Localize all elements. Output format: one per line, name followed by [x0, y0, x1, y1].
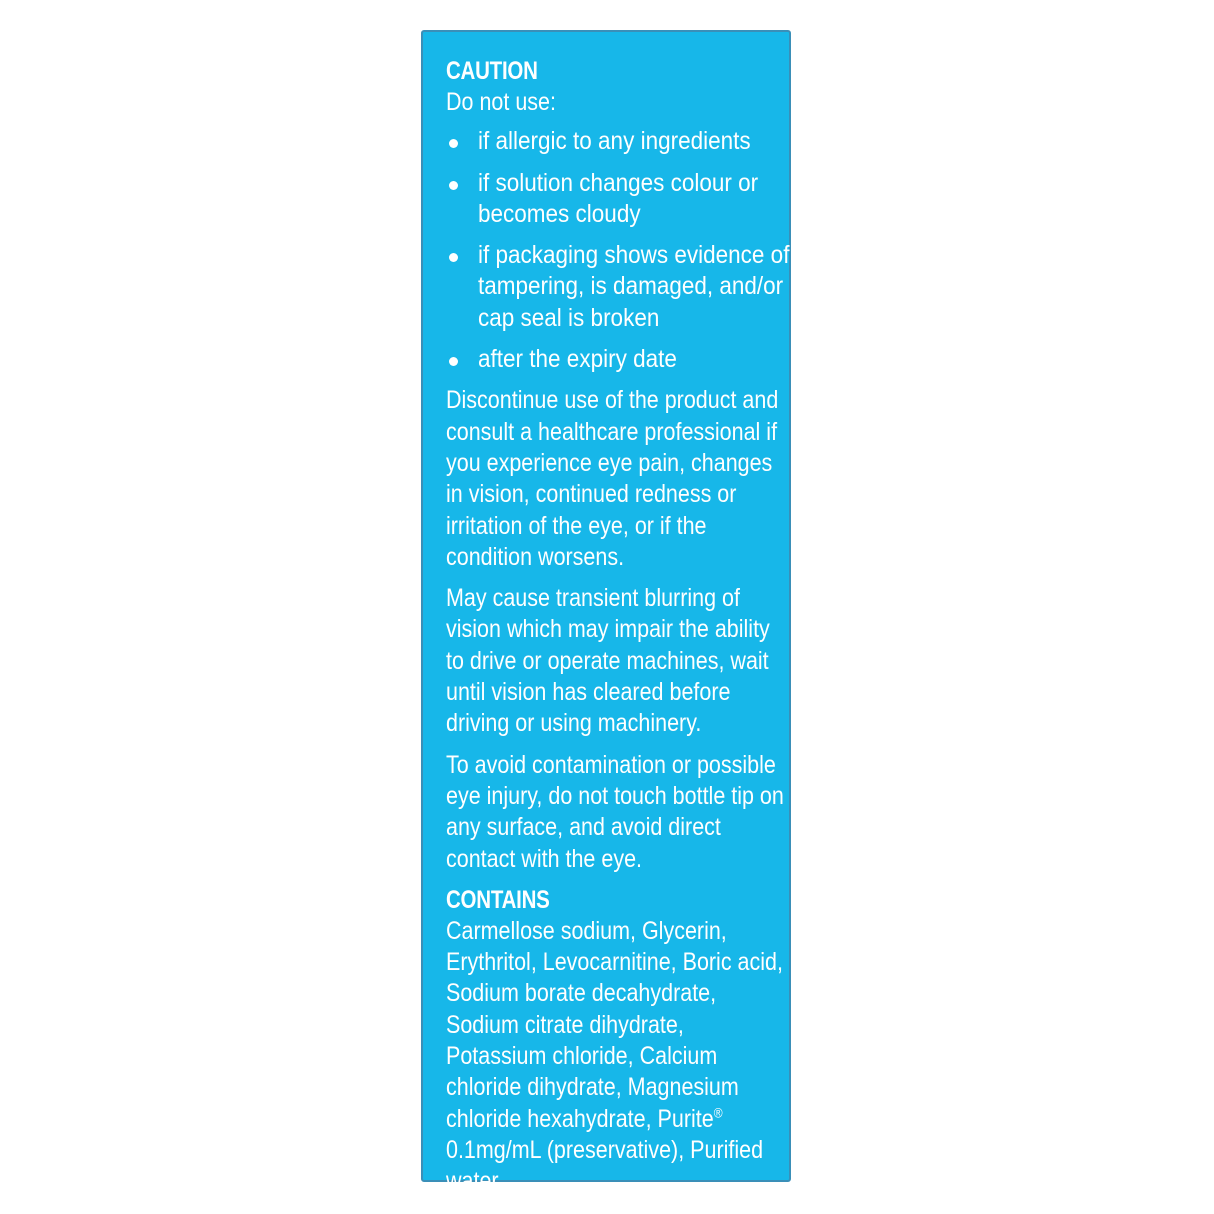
caution-heading: CAUTION [446, 57, 538, 85]
bullet-icon [449, 139, 458, 148]
list-item [446, 168, 804, 231]
caution-bullet-list [446, 126, 790, 375]
bullet-icon [449, 181, 458, 190]
bullet-text: after the expiry date [478, 345, 677, 374]
bullet-text: if solution changes colour or becomes cloudy [478, 168, 759, 228]
label-panel [421, 30, 791, 1196]
caution-intro: Do not use: [446, 88, 556, 116]
bullet-icon [449, 357, 458, 366]
list-item [446, 344, 804, 375]
ingredients-text: Carmellose sodium, Glycerin, Erythritol, Levocarnitine, Boric acid, Sodium borate decahydrate, Sodium citrate dihydrate, Potassium chloride, Calcium chloride dihydrate, Magnesium chloride hexahydrate, Purite [446, 916, 783, 1133]
discontinue-paragraph: Discontinue use of the product and consult a healthcare professional if you experience eye pain, changes in vision, continued redness or irritation of the eye, or if the condition worsens. [446, 386, 779, 571]
contains-heading: CONTAINS [446, 885, 550, 914]
list-item [446, 240, 804, 334]
bullet-icon [449, 253, 458, 262]
ingredients-list [446, 916, 784, 1198]
ingredients-text-end: 0.1mg/mL (preservative), Purified water. [446, 1135, 764, 1196]
bullet-text: if allergic to any ingredients [478, 127, 751, 156]
blurring-paragraph: May cause transient blurring of vision which may impair the ability to drive or operate machines, wait until vision has cleared before driving or using machinery. [446, 584, 770, 738]
bullet-text: if packaging shows evidence of tampering, is damaged, and/or cap seal is broken [478, 241, 790, 332]
contamination-paragraph: To avoid contamination or possible eye injury, do not touch bottle tip on any surface, and avoid direct contact with the eye. [446, 750, 784, 873]
list-item [446, 126, 804, 157]
registered-mark: ® [713, 1104, 723, 1121]
